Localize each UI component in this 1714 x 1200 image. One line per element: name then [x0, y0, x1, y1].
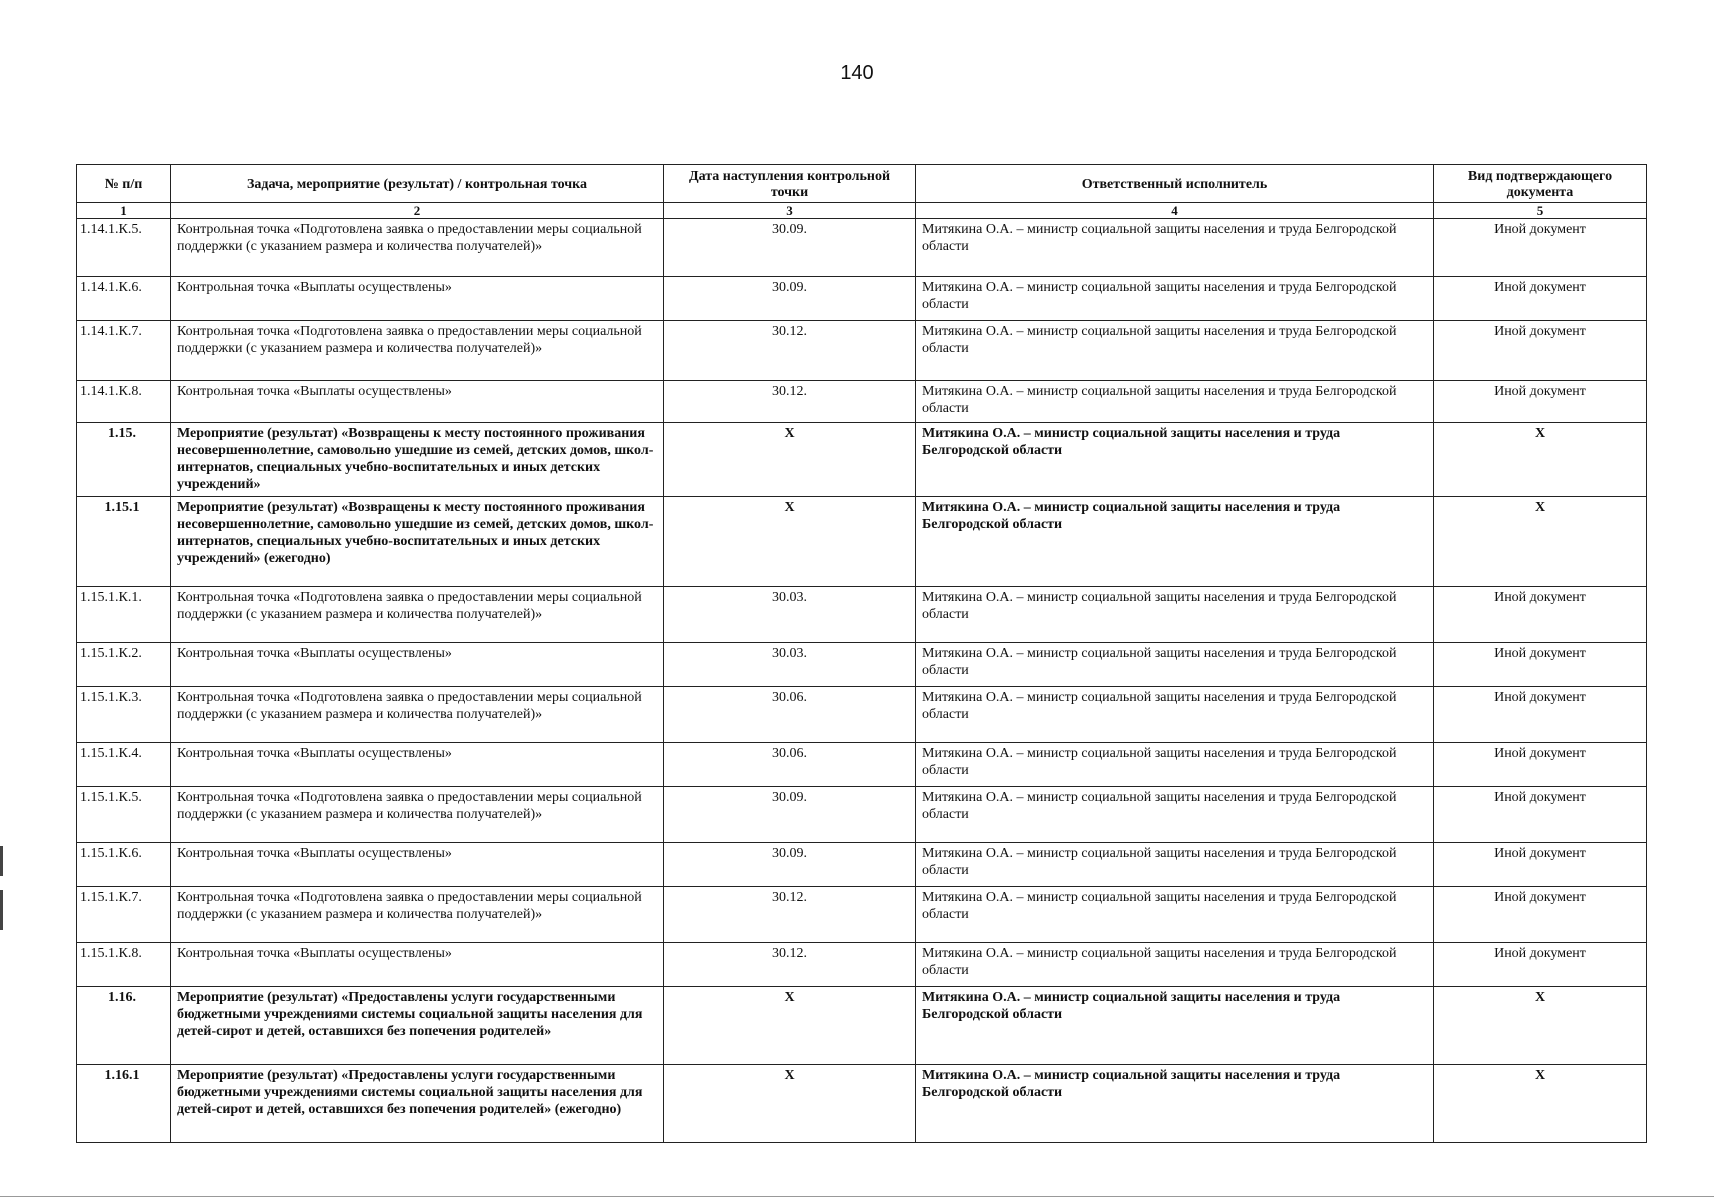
row-number-cell: 1.15.1.К.4.	[77, 743, 171, 787]
header-date: Дата наступления контрольной точки	[664, 165, 916, 203]
document-type-cell: Иной документ	[1434, 321, 1647, 381]
date-cell: 30.09.	[664, 219, 916, 277]
date-cell: 30.09.	[664, 277, 916, 321]
table-row	[77, 943, 1647, 987]
task-cell: Контрольная точка «Подготовлена заявка о предоставлении меры социальной поддержки (с указанием размера и количества получателей)»	[171, 787, 664, 843]
executor-cell: Митякина О.А. – министр социальной защиты населения и труда Белгородской области	[916, 277, 1434, 321]
row-number-cell: 1.16.	[77, 987, 171, 1065]
document-type-cell: X	[1434, 987, 1647, 1065]
table-row	[77, 497, 1647, 587]
executor-cell: Митякина О.А. – министр социальной защиты населения и труда Белгородской области	[916, 321, 1434, 381]
control-points-table	[76, 164, 1647, 1143]
executor-cell: Митякина О.А. – министр социальной защиты населения и труда Белгородской области	[916, 687, 1434, 743]
document-type-cell: X	[1434, 1065, 1647, 1143]
document-type-cell: X	[1434, 497, 1647, 587]
row-number-cell: 1.14.1.К.7.	[77, 321, 171, 381]
table-row	[77, 843, 1647, 887]
row-number-cell: 1.15.1.К.3.	[77, 687, 171, 743]
row-number-cell: 1.15.1	[77, 497, 171, 587]
executor-cell: Митякина О.А. – министр социальной защиты населения и труда Белгородской области	[916, 843, 1434, 887]
date-cell: X	[664, 1065, 916, 1143]
table-row	[77, 1065, 1647, 1143]
row-number-cell: 1.15.1.К.2.	[77, 643, 171, 687]
table-row	[77, 743, 1647, 787]
date-cell: 30.12.	[664, 321, 916, 381]
date-cell: X	[664, 497, 916, 587]
row-number-cell: 1.15.1.К.6.	[77, 843, 171, 887]
date-cell: 30.12.	[664, 381, 916, 423]
document-type-cell: Иной документ	[1434, 381, 1647, 423]
task-cell: Контрольная точка «Выплаты осуществлены»	[171, 943, 664, 987]
document-type-cell: Иной документ	[1434, 887, 1647, 943]
column-number: 1	[77, 203, 171, 219]
executor-cell: Митякина О.А. – министр социальной защиты населения и труда Белгородской области	[916, 497, 1434, 587]
column-number-row	[77, 203, 1647, 219]
document-type-cell: Иной документ	[1434, 587, 1647, 643]
task-cell: Контрольная точка «Выплаты осуществлены»	[171, 843, 664, 887]
table-row	[77, 887, 1647, 943]
document-type-cell: Иной документ	[1434, 743, 1647, 787]
header-document: Вид подтверждающего документа	[1434, 165, 1647, 203]
table-row	[77, 787, 1647, 843]
table-row	[77, 423, 1647, 497]
executor-cell: Митякина О.А. – министр социальной защиты населения и труда Белгородской области	[916, 787, 1434, 843]
date-cell: 30.09.	[664, 787, 916, 843]
executor-cell: Митякина О.А. – министр социальной защиты населения и труда Белгородской области	[916, 1065, 1434, 1143]
table-row	[77, 987, 1647, 1065]
table-row	[77, 687, 1647, 743]
column-number: 3	[664, 203, 916, 219]
task-cell: Контрольная точка «Подготовлена заявка о предоставлении меры социальной поддержки (с указанием размера и количества получателей)»	[171, 321, 664, 381]
row-number-cell: 1.14.1.К.8.	[77, 381, 171, 423]
date-cell: 30.12.	[664, 943, 916, 987]
task-cell: Мероприятие (результат) «Предоставлены услуги государственными бюджетными учреждениями системы социальной защиты населения для детей-сирот и детей, оставшихся без попечения родителей»	[171, 987, 664, 1065]
date-cell: 30.06.	[664, 743, 916, 787]
document-type-cell: Иной документ	[1434, 277, 1647, 321]
executor-cell: Митякина О.А. – министр социальной защиты населения и труда Белгородской области	[916, 381, 1434, 423]
task-cell: Контрольная точка «Подготовлена заявка о предоставлении меры социальной поддержки (с указанием размера и количества получателей)»	[171, 887, 664, 943]
table-row	[77, 381, 1647, 423]
header-executor: Ответственный исполнитель	[916, 165, 1434, 203]
date-cell: 30.09.	[664, 843, 916, 887]
task-cell: Мероприятие (результат) «Возвращены к месту постоянного проживания несовершеннолетние, самовольно ушедшие из семей, детских домов, школ-интернатов, специальных учебно-воспитательных и иных детских учреждений» (ежегодно)	[171, 497, 664, 587]
executor-cell: Митякина О.А. – министр социальной защиты населения и труда Белгородской области	[916, 743, 1434, 787]
column-number: 2	[171, 203, 664, 219]
task-cell: Контрольная точка «Выплаты осуществлены»	[171, 743, 664, 787]
row-number-cell: 1.15.1.К.8.	[77, 943, 171, 987]
table-row	[77, 219, 1647, 277]
task-cell: Контрольная точка «Подготовлена заявка о предоставлении меры социальной поддержки (с указанием размера и количества получателей)»	[171, 219, 664, 277]
executor-cell: Митякина О.А. – министр социальной защиты населения и труда Белгородской области	[916, 943, 1434, 987]
column-number: 5	[1434, 203, 1647, 219]
executor-cell: Митякина О.А. – министр социальной защиты населения и труда Белгородской области	[916, 987, 1434, 1065]
row-number-cell: 1.16.1	[77, 1065, 171, 1143]
task-cell: Контрольная точка «Выплаты осуществлены»	[171, 643, 664, 687]
column-number: 4	[916, 203, 1434, 219]
table-row	[77, 587, 1647, 643]
executor-cell: Митякина О.А. – министр социальной защиты населения и труда Белгородской области	[916, 587, 1434, 643]
task-cell: Контрольная точка «Подготовлена заявка о предоставлении меры социальной поддержки (с указанием размера и количества получателей)»	[171, 687, 664, 743]
row-number-cell: 1.15.1.К.5.	[77, 787, 171, 843]
task-cell: Мероприятие (результат) «Предоставлены услуги государственными бюджетными учреждениями системы социальной защиты населения для детей-сирот и детей, оставшихся без попечения родителей» (ежегодно)	[171, 1065, 664, 1143]
document-type-cell: Иной документ	[1434, 787, 1647, 843]
document-type-cell: Иной документ	[1434, 643, 1647, 687]
table-row	[77, 643, 1647, 687]
date-cell: 30.03.	[664, 643, 916, 687]
table-row	[77, 277, 1647, 321]
task-cell: Контрольная точка «Выплаты осуществлены»	[171, 381, 664, 423]
executor-cell: Митякина О.А. – министр социальной защиты населения и труда Белгородской области	[916, 423, 1434, 497]
task-cell: Контрольная точка «Подготовлена заявка о предоставлении меры социальной поддержки (с указанием размера и количества получателей)»	[171, 587, 664, 643]
scan-edge-mark	[0, 890, 3, 930]
date-cell: 30.12.	[664, 887, 916, 943]
task-cell: Мероприятие (результат) «Возвращены к месту постоянного проживания несовершеннолетние, самовольно ушедшие из семей, детских домов, школ-интернатов, специальных учебно-воспитательных и иных детских учреждений»	[171, 423, 664, 497]
executor-cell: Митякина О.А. – министр социальной защиты населения и труда Белгородской области	[916, 219, 1434, 277]
executor-cell: Митякина О.А. – министр социальной защиты населения и труда Белгородской области	[916, 643, 1434, 687]
row-number-cell: 1.15.1.К.1.	[77, 587, 171, 643]
document-type-cell: Иной документ	[1434, 943, 1647, 987]
document-type-cell: Иной документ	[1434, 843, 1647, 887]
table-header-row	[77, 165, 1647, 203]
document-type-cell: Иной документ	[1434, 687, 1647, 743]
date-cell: X	[664, 423, 916, 497]
executor-cell: Митякина О.А. – министр социальной защиты населения и труда Белгородской области	[916, 887, 1434, 943]
document-type-cell: Иной документ	[1434, 219, 1647, 277]
date-cell: X	[664, 987, 916, 1065]
row-number-cell: 1.14.1.К.6.	[77, 277, 171, 321]
row-number-cell: 1.15.	[77, 423, 171, 497]
date-cell: 30.03.	[664, 587, 916, 643]
page-bottom-edge	[0, 1196, 1714, 1197]
row-number-cell: 1.15.1.К.7.	[77, 887, 171, 943]
header-task: Задача, мероприятие (результат) / контрольная точка	[171, 165, 664, 203]
page-number: 140	[840, 62, 874, 84]
row-number-cell: 1.14.1.К.5.	[77, 219, 171, 277]
table-row	[77, 321, 1647, 381]
task-cell: Контрольная точка «Выплаты осуществлены»	[171, 277, 664, 321]
date-cell: 30.06.	[664, 687, 916, 743]
header-number: № п/п	[77, 165, 171, 203]
document-type-cell: X	[1434, 423, 1647, 497]
scan-edge-mark	[0, 846, 3, 876]
